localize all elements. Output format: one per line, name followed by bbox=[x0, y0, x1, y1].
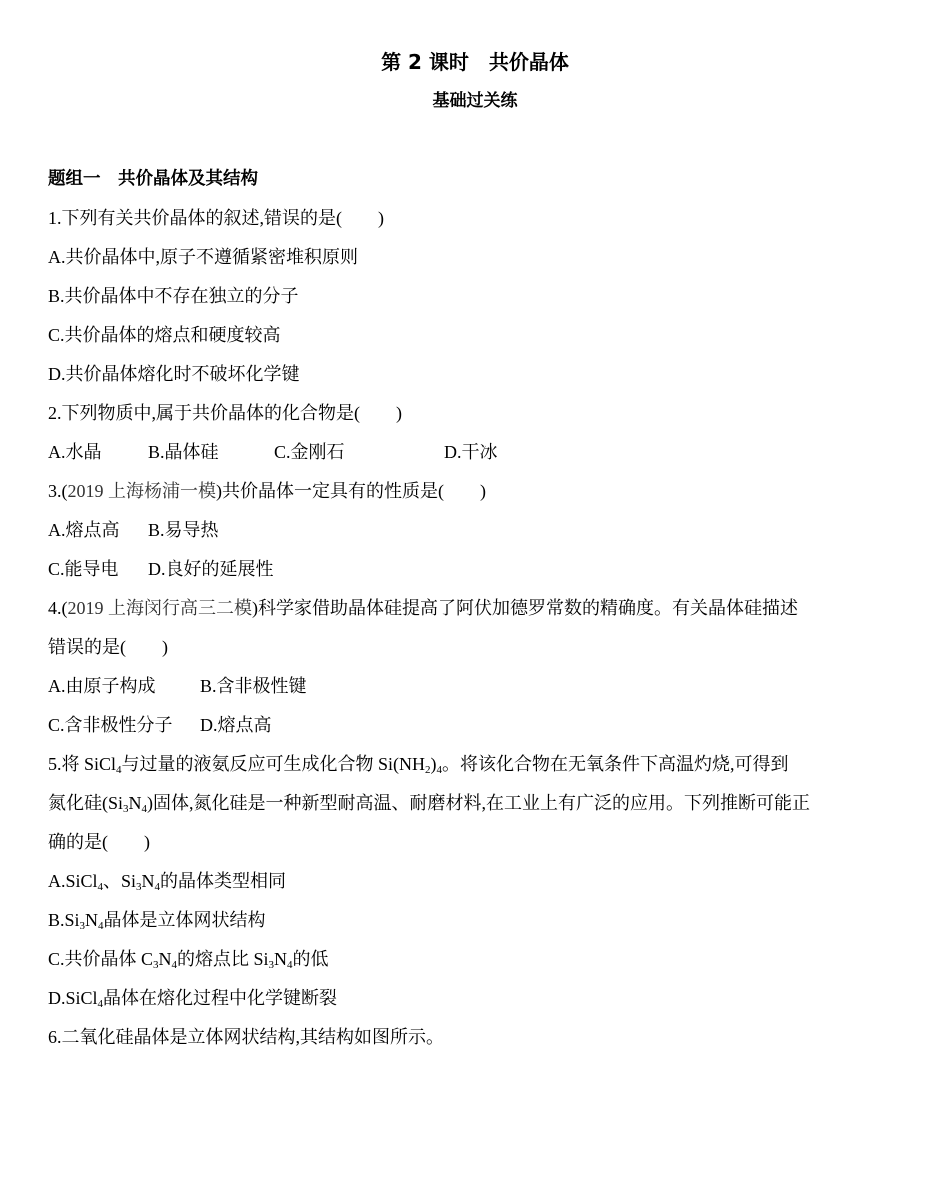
q4-option-c: C.含非极性分子 bbox=[48, 715, 173, 735]
q5-option-a: A.SiCl$_4$、$Si_3N_4$的晶体类型相同 bbox=[48, 871, 287, 893]
q4-stem-line1 bbox=[48, 589, 898, 628]
q1-stem: 1.下列有关共价晶体的叙述,错误的是( ) bbox=[48, 208, 384, 228]
q5-option-c: C.共价晶体 $C_3N_4$的熔点比 $Si_3N_4$的低 bbox=[48, 949, 329, 971]
q3-number: 3.( bbox=[48, 481, 68, 501]
question-content bbox=[48, 160, 898, 1057]
q3-option-d: D.良好的延展性 bbox=[148, 559, 274, 579]
q2-option-c: C.金刚石 bbox=[274, 442, 345, 462]
q1-option-c: C.共价晶体的熔点和硬度较高 bbox=[48, 325, 281, 345]
q3-source: 2019 上海杨浦一模 bbox=[67, 481, 216, 501]
q5-stem-line1: 5.将 SiCl$_4$与过量的液氨反应可生成化合物 $Si(NH_2)_4$。将该化合物在无氧条件下高温灼烧,可得到 bbox=[48, 754, 789, 776]
q2-option-d: D.干冰 bbox=[444, 442, 498, 462]
question-group-title: 题组一 共价晶体及其结构 bbox=[48, 169, 258, 189]
q3-text: )共价晶体一定具有的性质是( ) bbox=[216, 481, 486, 501]
q3-option-b: B.易导热 bbox=[148, 520, 219, 540]
q4-text: )科学家借助晶体硅提高了阿伏加德罗常数的精确度。有关晶体硅描述 bbox=[252, 598, 798, 618]
q1-option-b: B.共价晶体中不存在独立的分子 bbox=[48, 286, 299, 306]
q2-option-b: B.晶体硅 bbox=[148, 442, 219, 462]
q1-option-a: A.共价晶体中,原子不遵循紧密堆积原则 bbox=[48, 247, 358, 267]
lesson-title: 第 2 课时 共价晶体 bbox=[381, 50, 569, 74]
q4-option-a: A.由原子构成 bbox=[48, 676, 156, 696]
q6-stem: 6.二氧化硅晶体是立体网状结构,其结构如图所示。 bbox=[48, 1027, 444, 1047]
q3-stem bbox=[48, 472, 898, 511]
q3-option-a: A.熔点高 bbox=[48, 520, 120, 540]
q4-number: 4.( bbox=[48, 598, 68, 618]
q3-option-c: C.能导电 bbox=[48, 559, 119, 579]
q2-options bbox=[48, 433, 898, 472]
q3-options-row2 bbox=[48, 550, 898, 589]
q2-stem: 2.下列物质中,属于共价晶体的化合物是( ) bbox=[48, 403, 402, 423]
q4-options-row2 bbox=[48, 706, 898, 745]
q5-stem-line2: 氮化硅$(Si_3N_4)$固体,氮化硅是一种新型耐高温、耐磨材料,在工业上有广泛的应用。下列推断可能正 bbox=[48, 793, 811, 815]
q5-stem-line3: 确的是( ) bbox=[48, 832, 150, 852]
q4-option-d: D.熔点高 bbox=[200, 715, 272, 735]
q4-options-row1 bbox=[48, 667, 898, 706]
q5-option-b: $B.Si_3N_4$晶体是立体网状结构 bbox=[48, 910, 266, 932]
q3-options-row1 bbox=[48, 511, 898, 550]
q5-option-d: D.SiCl$_4$晶体在熔化过程中化学键断裂 bbox=[48, 988, 338, 1010]
q4-source: 2019 上海闵行高三二模 bbox=[67, 598, 252, 618]
q2-option-a: A.水晶 bbox=[48, 442, 102, 462]
q4-stem-line2: 错误的是( ) bbox=[48, 637, 168, 657]
q4-option-b: B.含非极性键 bbox=[200, 676, 307, 696]
q1-option-d: D.共价晶体熔化时不破坏化学键 bbox=[48, 364, 300, 384]
section-subtitle: 基础过关练 bbox=[432, 91, 518, 111]
